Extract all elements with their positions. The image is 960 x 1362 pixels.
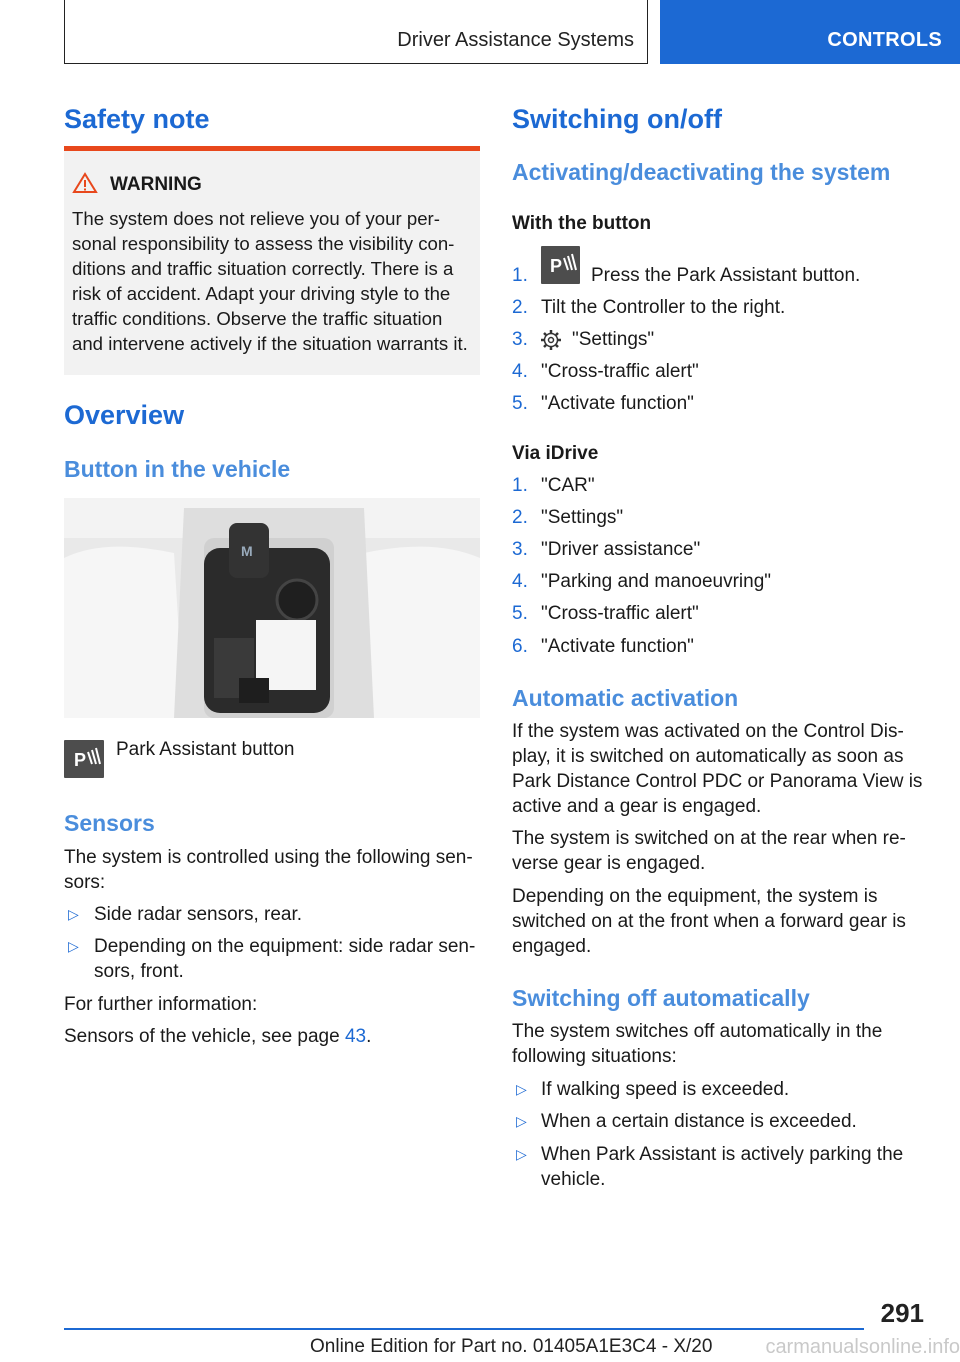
step-number: 2. [512, 297, 528, 318]
step-text: "Activate function" [541, 393, 694, 414]
button-in-vehicle-heading: Button in the vehicle [64, 456, 291, 482]
footer-divider [64, 1328, 864, 1330]
bullet-triangle-icon: ▷ [68, 906, 79, 922]
step-text: Tilt the Controller to the right. [541, 297, 786, 318]
via-idrive-label: Via iDrive [512, 443, 599, 464]
auto-activation-text: If the system was activated on the Control Dis- play, it is switched on automatically as soon as Park Distance Control PDC or Panorama View is active and a gear is engaged. [512, 721, 923, 817]
gear-selector-logo: M [241, 543, 253, 559]
step-number: 5. [512, 393, 528, 414]
step-text: "Settings" [541, 507, 624, 528]
auto-activation-heading: Automatic activation [512, 685, 739, 711]
see-page-reference: Sensors of the vehicle, see page 43. [64, 1026, 372, 1047]
auto-off-intro: The system switches off automatically in the following situations: [512, 1021, 883, 1067]
bullet-triangle-icon: ▷ [68, 938, 79, 954]
bullet-triangle-icon: ▷ [516, 1081, 527, 1097]
warning-line: traffic conditions. Observe the traffic situation [72, 308, 443, 329]
auto-off-bullet: If walking speed is exceeded. [541, 1079, 790, 1100]
reverse-gear-text: The system is switched on at the rear when re- verse gear is engaged. [512, 828, 906, 874]
safety-note-heading: Safety note [64, 104, 210, 134]
auto-off-bullet: When Park Assistant is actively parking the vehicle. [541, 1144, 904, 1190]
step-number: 6. [512, 636, 528, 657]
warning-title: WARNING [110, 174, 202, 195]
sensors-intro-line: sors: [64, 872, 106, 893]
step-text: "Parking and manoeuvring" [541, 571, 772, 592]
switching-heading: Switching on/off [512, 104, 722, 134]
sensor-bullet: Depending on the equipment: side radar sen- sors, front. [94, 936, 476, 982]
step-number: 1. [512, 265, 528, 286]
section-title: Driver Assistance Systems [397, 29, 634, 51]
center-console-image [64, 498, 480, 718]
step-number: 2. [512, 507, 528, 528]
step-text: "Cross-traffic alert" [541, 603, 699, 624]
forward-gear-text: Depending on the equipment, the system is switched on at the front when a forward gear is engaged. [512, 886, 906, 957]
svg-text:P: P [74, 750, 87, 770]
with-button-label: With the button [512, 213, 652, 234]
step-number: 3. [512, 329, 528, 350]
warning-text [72, 206, 478, 356]
warning-line: ditions and traffic situation correctly. There is a [72, 258, 454, 279]
park-assistant-icon [64, 740, 104, 778]
step-text: "Driver assistance" [541, 539, 701, 560]
overview-heading: Overview [64, 400, 185, 430]
gear-icon [540, 329, 562, 351]
controls-tab-label[interactable]: CONTROLS [827, 29, 942, 51]
step-number: 3. [512, 539, 528, 560]
auto-off-bullet: When a certain distance is exceeded. [541, 1111, 857, 1132]
svg-text:P: P [550, 256, 563, 276]
step-number: 4. [512, 571, 528, 592]
further-info: For further information: [64, 994, 258, 1015]
edition-text: Online Edition for Part no. 01405A1E3C4 - X/20 [310, 1336, 713, 1357]
warning-line: risk of accident. Adapt your driving style to the [72, 283, 451, 304]
step-text: "Activate function" [541, 636, 694, 657]
page-43-link[interactable]: 43 [344, 1026, 367, 1047]
button-caption: Park Assistant button [116, 739, 295, 760]
step-number: 5. [512, 603, 528, 624]
warning-line: sonal responsibility to assess the visibility con- [72, 233, 455, 254]
step-text: "CAR" [541, 475, 595, 496]
sensors-heading: Sensors [64, 810, 155, 836]
step-text: Press the Park Assistant button. [591, 265, 861, 286]
park-assistant-icon [541, 246, 580, 284]
bullet-triangle-icon: ▷ [516, 1146, 527, 1162]
auto-off-heading: Switching off automatically [512, 985, 810, 1011]
step-number: 1. [512, 475, 528, 496]
step-text: "Settings" [572, 329, 655, 350]
warning-line: and intervene actively if the situation warrants it. [72, 333, 468, 354]
sensor-bullet: Side radar sensors, rear. [94, 904, 303, 925]
warning-line: The system does not relieve you of your per- [72, 208, 440, 229]
warning-triangle-icon [72, 172, 98, 194]
step-number: 4. [512, 361, 528, 382]
activating-heading: Activating/deactivating the system [512, 159, 891, 185]
watermark: carmanualsonline.info [765, 1336, 960, 1358]
sensors-intro-line: The system is controlled using the following sen- [64, 847, 473, 868]
page-number: 291 [880, 1298, 924, 1328]
bullet-triangle-icon: ▷ [516, 1113, 527, 1129]
sensors-intro [64, 845, 473, 895]
step-text: "Cross-traffic alert" [541, 361, 699, 382]
